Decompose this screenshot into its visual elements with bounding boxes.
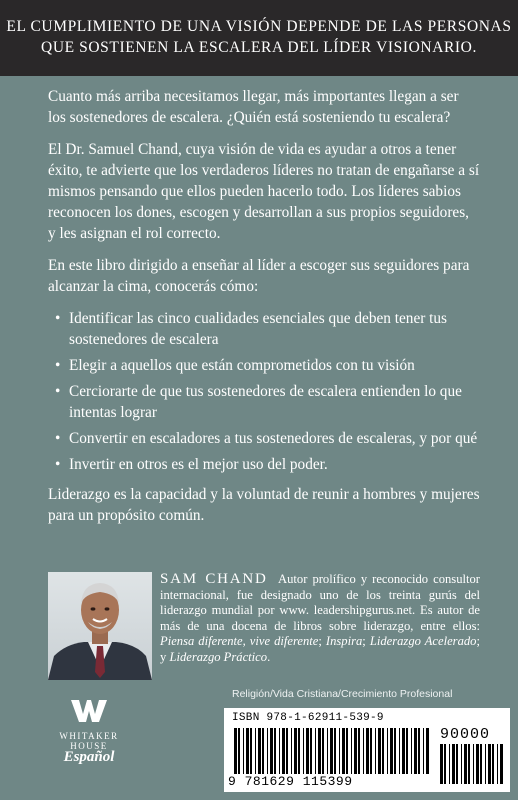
isbn-label: ISBN 978-1-62911-539-9 [232,712,384,724]
barcode-bar [480,744,482,784]
author-name: SAM CHAND [160,571,268,587]
barcode-bar [303,728,304,774]
barcode-bar [378,728,381,774]
barcode-bar [351,728,352,774]
barcode-bar [246,728,249,774]
barcode-bar [476,744,479,784]
list-item: • Invertir en otros es el mejor uso del poder. [55,456,328,473]
author-section [48,572,480,684]
barcode-bar [382,728,384,774]
barcode-bar [473,744,474,784]
barcode-bar [358,728,360,774]
barcode-bar [370,728,372,774]
ean-digits: 9 781629 115399 [228,774,353,789]
top-banner [0,0,518,76]
barcode-bar [306,728,309,774]
barcode-bar [426,728,429,774]
bullet-icon: • [55,357,61,374]
publisher-logo [46,698,132,778]
list-item: • Elegir a aquellos que están comprometidos con tu visión [55,357,415,374]
list-item: • Identificar las cinco cualidades esenciales que deben tener tus sostenedores de escalera [55,310,448,348]
bullet-icon: • [55,456,61,473]
barcode-bar [274,728,276,774]
barcode-bar [411,728,412,774]
author-portrait-icon [48,572,152,680]
bullet-icon: • [55,430,61,447]
barcode-bar [294,728,297,774]
barcode-bar [406,728,408,774]
book-title: Piensa diferente, vive diferente [160,634,319,648]
barcode-bar [423,728,424,774]
barcode-bar [243,728,244,774]
barcode-bar [234,728,237,774]
back-cover-text [48,86,480,537]
barcode-bar [334,728,336,774]
barcode-bar [440,744,443,784]
barcode-bar [346,728,348,774]
barcode-bar [375,728,376,774]
barcode-bar [282,728,285,774]
barcode-bar [298,728,300,774]
list-item: • Convertir en escaladores a tus sostenedores de escaleras, y por qué [55,430,478,447]
barcode-bar [267,728,268,774]
barcode-bar [497,744,498,784]
barcode-bar [485,744,486,784]
barcode-bar [310,728,312,774]
leadership-definition-paragraph: Liderazgo es la capacidad y la voluntad de reunir a hombres y mujeres para un propósito común. [48,486,480,524]
barcode-bar [262,728,264,774]
barcode-bar [468,744,470,784]
barcode-bar [444,744,446,784]
barcode-bar [255,728,256,774]
barcode-bar [492,744,494,784]
book-title: Inspira [325,634,363,648]
barcode-bar [354,728,357,774]
publisher-name-line-2: HOUSE [70,741,108,751]
category-label: Religión/Vida Cristiana/Crecimiento Profesional [232,688,453,700]
barcode-bar [327,728,328,774]
publisher-name-line-1: WHITAKER [59,731,119,741]
price-code: 90000 [440,726,491,743]
barcode-bar [270,728,273,774]
bullet-icon: • [55,383,61,400]
bullet-icon: • [55,310,61,327]
book-title: Liderazgo Acelerado [369,634,477,648]
publisher-name-line-3: Español [63,749,115,765]
barcode-bar [322,728,324,774]
author-photo [48,572,152,680]
barcode-bar [402,728,405,774]
publisher-w-icon [69,698,109,724]
barcode-bar [318,728,321,774]
barcode-bar [291,728,292,774]
author-bio: SAM CHAND Autor prolífico y reconocido consultor internacional, fue designado uno de los treinta gurús del liderazgo mundial por www. leadershipgurus.net. Es autor de más de una docena de libros sobre liderazgo, entre ellos: Piensa diferente, vive diferente; Inspira; Liderazgo Acelerado; y Liderazgo Práctico. [160,571,480,664]
barcode-bar [449,744,450,784]
barcode-bar [258,728,261,774]
barcode-bar [279,728,280,774]
barcode-bar [339,728,340,774]
barcode-bar [387,728,388,774]
barcode-bar [250,728,252,774]
barcode-bar [315,728,316,774]
barcode-bar [394,728,396,774]
barcode-bar [330,728,333,774]
book-title: Liderazgo Práctico [169,649,268,664]
barcode-bar [488,744,491,784]
author-warning-paragraph: El Dr. Samuel Chand, cuya visión de vida es ayudar a otros a tener éxito, te advierte que los verdaderos líderes no tratan de engañarse a sí mismos pensando que ellos pueden hacerlo todo. Los líderes sabios reconocen los dones, escogen y desarrollan a sus propios seguidores, y les asignan el rol correcto. [48,141,480,242]
benefits-list [48,308,480,475]
banner-line-2: QUE SOSTIENEN LA ESCALERA DEL LÍDER VISIONARIO. [41,39,477,56]
barcode-bar [500,744,503,784]
barcode-bar [366,728,369,774]
barcode-bar [363,728,364,774]
barcode-bar [464,744,467,784]
barcode-bar [238,728,240,774]
barcode-bar [399,728,400,774]
barcode-bar [390,728,393,774]
barcode-bar [452,744,455,784]
list-item: • Cerciorarte de que tus sostenedores de escalera entienden lo que intentas lograr [55,383,462,421]
book-purpose-paragraph: En este libro dirigido a enseñar al líder a escoger sus seguidores para alcanzar la cima, conocerás cómo: [48,257,470,295]
barcode-bar [461,744,462,784]
barcode-bar [342,728,345,774]
barcode-box [224,708,510,792]
intro-paragraph: Cuanto más arriba necesitamos llegar, más importantes llegan a ser los sostenedores de escalera. ¿Quién está sosteniendo tu escalera? [48,88,459,126]
barcode-bar [414,728,417,774]
barcode-bar [286,728,288,774]
banner-line-1: EL CUMPLIMIENTO DE UNA VISIÓN DEPENDE DE LAS PERSONAS [6,18,512,35]
barcode-bar [418,728,420,774]
barcode-bar [456,744,458,784]
